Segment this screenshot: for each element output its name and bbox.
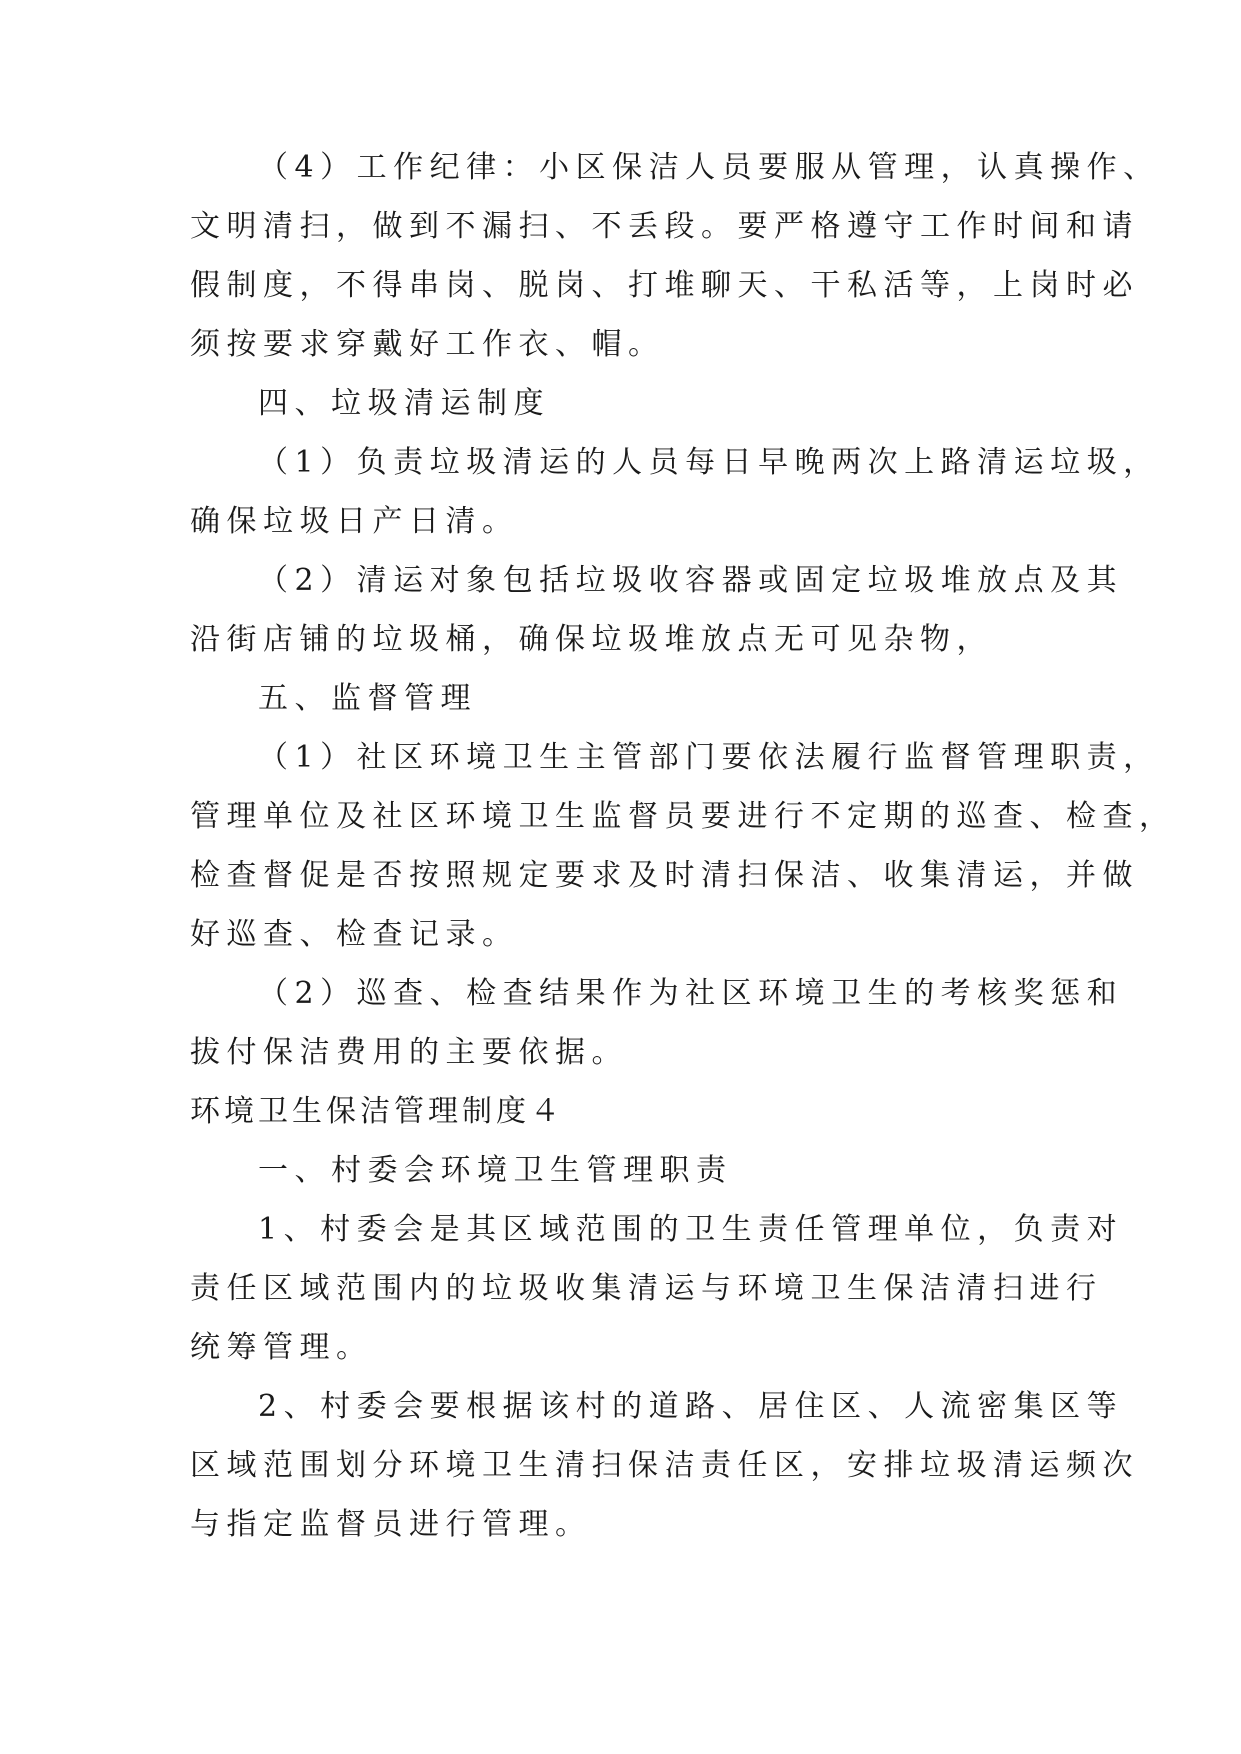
paragraph-line: 统筹管理。 <box>190 1330 373 1365</box>
paragraph-line: 文明清扫，做到不漏扫、不丢段。要严格遵守工作时间和请 <box>190 209 1139 244</box>
paragraph-line: 与指定监督员进行管理。 <box>190 1507 592 1542</box>
paragraph-line: 2、村委会要根据该村的道路、居住区、人流密集区等 <box>258 1389 1124 1424</box>
paragraph-line: 责任区域范围内的垃圾收集清运与环境卫生保洁清扫进行 <box>190 1271 1103 1306</box>
paragraph-line: （4）工作纪律：小区保洁人员要服从管理，认真操作、 <box>258 150 1160 185</box>
paragraph-line: 拔付保洁费用的主要依据。 <box>190 1035 628 1070</box>
paragraph-line: 检查督促是否按照规定要求及时清扫保洁、收集清运，并做 <box>190 858 1139 893</box>
paragraph-line: 好巡查、检查记录。 <box>190 917 519 952</box>
paragraph-line: （2）巡查、检查结果作为社区环境卫生的考核奖惩和 <box>258 976 1124 1011</box>
section-heading: 四、垃圾清运制度 <box>258 386 550 421</box>
section-heading: 一、村委会环境卫生管理职责 <box>258 1153 733 1188</box>
paragraph-line: 管理单位及社区环境卫生监督员要进行不定期的巡查、检查， <box>190 799 1176 834</box>
section-heading: 五、监督管理 <box>258 681 477 716</box>
paragraph-line: （1）负责垃圾清运的人员每日早晚两次上路清运垃圾， <box>258 445 1160 480</box>
paragraph-line: （1）社区环境卫生主管部门要依法履行监督管理职责， <box>258 740 1160 775</box>
paragraph-line: （2）清运对象包括垃圾收容器或固定垃圾堆放点及其 <box>258 563 1124 598</box>
paragraph-line: 1、村委会是其区域范围的卫生责任管理单位，负责对 <box>258 1212 1124 1247</box>
paragraph-line: 沿街店铺的垃圾桶，确保垃圾堆放点无可见杂物， <box>190 622 993 657</box>
document-title: 环境卫生保洁管理制度４ <box>190 1094 564 1129</box>
paragraph-line: 确保垃圾日产日清。 <box>190 504 519 539</box>
paragraph-line: 须按要求穿戴好工作衣、帽。 <box>190 327 665 362</box>
paragraph-line: 区域范围划分环境卫生清扫保洁责任区，安排垃圾清运频次 <box>190 1448 1139 1483</box>
paragraph-line: 假制度，不得串岗、脱岗、打堆聊天、干私活等，上岗时必 <box>190 268 1139 303</box>
